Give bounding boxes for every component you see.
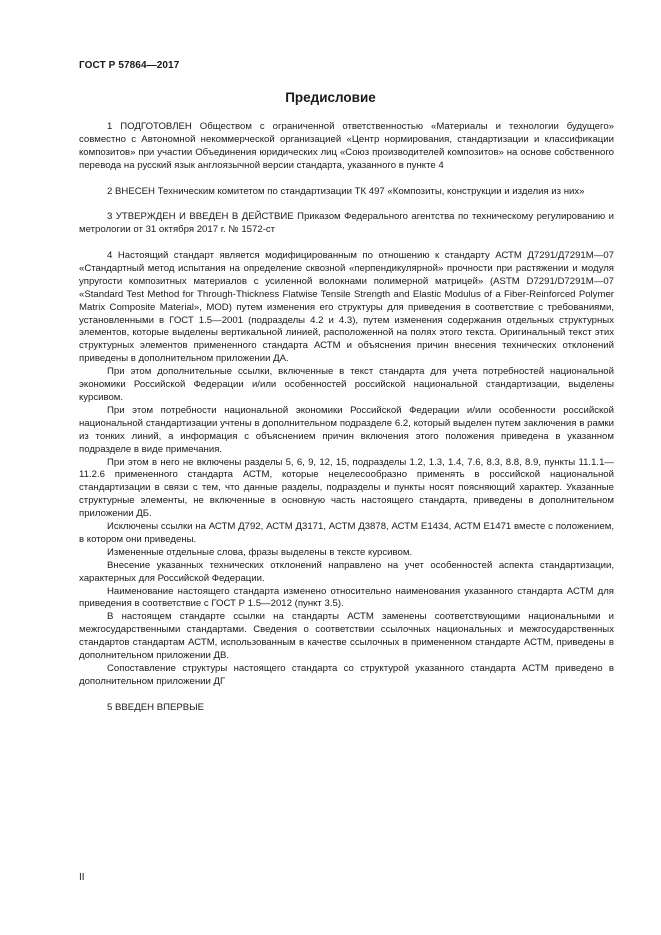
paragraph-excluded-refs: Исключены ссылки на АСТМ Д792, АСТМ Д3171, АСТМ Д3878, АСТМ Е1434, АСТМ Е1471 вместе с положением, в котором они приведены.	[79, 521, 614, 545]
document-code-header: ГОСТ Р 57864—2017	[79, 60, 180, 71]
paragraph-modified-standard: 4 Настоящий стандарт является модифицированным по отношению к стандарту АСТМ Д7291/Д7291М—07 «Стандартный метод испытания на определение сквозной «перпендикулярной» прочности при растяжении и модуля упругости композитных материалов с усиленной волокнами полимерной матрицей» (ASTM D7291/D7291M—07 «Standard Test Method for Through-Thickness Flatwise Tensile Strength and Elastic Modulus of a Fiber-Reinforced Polymer Matrix Composite Material», MOD) путем изменения его структуры для приведения в соответствие с требованиями, установленными в ГОСТ 1.5—2001 (подразделы 4.2 и 4.3), путем изменения содержания отдельных структурных элементов, которые выделены вертикальной линией, расположенной на полях этого текста. Оригинальный текст этих структурных элементов примененного стандарта АСТМ и объяснения причин внесения технических отклонений приведены в дополнительном приложении ДА.	[79, 250, 614, 365]
paragraph-excluded-sections: При этом в него не включены разделы 5, 6, 9, 12, 15, подразделы 1.2, 1.3, 1.4, 7.6, 8.3, 8.8, 8.9, пункты 11.1.1—11.2.6 примененного стандарта АСТМ, которые нецелесообразно применять в российской национальной стандартизации в связи с тем, что данные разделы, подразделы и пункты носят поясняющий характер. Указанные структурные элементы, не включенные в основную часть настоящего стандарта, приведены в дополнительном приложении ДБ.	[79, 456, 614, 520]
paragraph-additional-refs: При этом дополнительные ссылки, включенные в текст стандарта для учета потребностей национальной экономики Российской Федерации и/или особенностей российской национальной стандартизации, выделены курсивом.	[79, 366, 614, 403]
paragraph-italic-changes: Измененные отдельные слова, фразы выделены в тексте курсивом.	[107, 546, 413, 558]
paragraph-deviations-purpose: Внесение указанных технических отклонений направлено на учет особенностей аспекта стандартизации, характерных для Российской Федерации.	[79, 559, 614, 584]
paragraph-submitted-by: 2 ВНЕСЕН Техническим комитетом по стандартизации ТК 497 «Композиты, конструкции и изделия из них»	[107, 185, 585, 197]
paragraph-structure-comparison: Сопоставление структуры настоящего стандарта со структурой указанного стандарта АСТМ приведено в дополнительном приложении ДГ	[79, 663, 614, 687]
paragraph-approved: 3 УТВЕРЖДЕН И ВВЕДЕН В ДЕЙСТВИЕ Приказом Федерального агентства по техническому регулированию и метрологии от 31 октября 2017 г. № 1572-ст	[79, 211, 614, 236]
foreword-body	[79, 121, 614, 715]
paragraph-name-change: Наименование настоящего стандарта изменено относительно наименования указанного стандарта АСТМ для приведения в соответствие с ГОСТ Р 1.5—2012 (пункт 3.5).	[79, 585, 614, 610]
page-title: Предисловие	[285, 90, 376, 105]
paragraph-reference-replacement: В настоящем стандарте ссылки на стандарты АСТМ заменены соответствующими национальными и межгосударственными стандартами. Сведения о соответствии ссылочных национальных и межгосударственных стандартов стандартам АСТМ, использованным в качестве ссылочных в примененном стандарте АСТМ, приведены в дополнительном приложении ДВ.	[79, 611, 614, 662]
page-number: II	[79, 872, 85, 883]
paragraph-national-needs: При этом потребности национальной экономики Российской Федерации и/или особенности российской национальной стандартизации учтены в дополнительном подразделе 6.2, который выделен путем заключения в рамки из тонких линий, а информация с объяснением причин включения этого положения приведена в указанном подразделе в виде примечания.	[79, 404, 614, 455]
paragraph-prepared-by: 1 ПОДГОТОВЛЕН Обществом с ограниченной ответственностью «Материалы и технологии будущего» совместно с Автономной некоммерческой организацией «Центр нормирования, стандартизации и классификации композитов» при участии Объединения юридических лиц «Союз производителей композитов» на основе собственного перевода на русский язык англоязычной версии стандарта, указанного в пункте 4	[79, 121, 614, 171]
paragraph-introduced-first: 5 ВВЕДЕН ВПЕРВЫЕ	[107, 701, 205, 713]
